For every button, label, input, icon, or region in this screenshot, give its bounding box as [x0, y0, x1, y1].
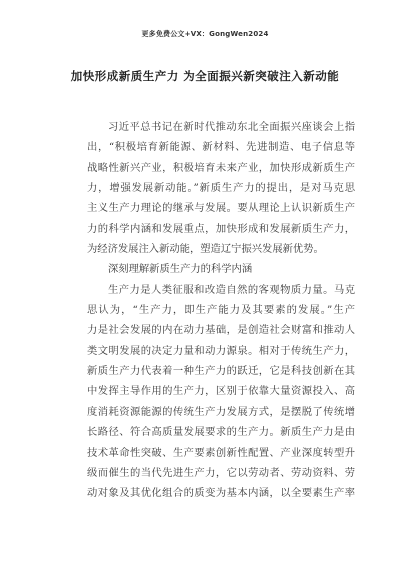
body-line: 思认为，“生产力，即生产能力及其要素的发展。”生产 [87, 304, 355, 317]
body-line: 战略性新兴产业，积极培育未来产业，加快形成新质生产 [87, 161, 355, 174]
header-note: 更多免费公文+VX：GongWen2024 [141, 30, 269, 38]
document-title: 加快形成新质生产力 为全面振兴新突破注入新动能 [70, 69, 340, 83]
body-line: 动对象及其优化组合的质变为基本内涵，以全要素生产率 [87, 487, 355, 500]
body-line: 力，增强发展新动能。”新质生产力的提出，是对马克思 [87, 182, 355, 195]
body-line: 生产力是人类征服和改造自然的客观物质力量。马克 [108, 283, 355, 296]
document-body [87, 117, 355, 504]
body-line: 为经济发展注入新动能，塑造辽宁振兴发展新优势。 [87, 243, 324, 256]
body-line: 新质生产力代表着一种生产力的跃迁，它是科技创新在其 [87, 365, 355, 378]
body-line: 度消耗资源能源的传统生产力发展方式，是摆脱了传统增 [87, 405, 355, 418]
body-line: 长路径、符合高质量发展要求的生产力。新质生产力是由 [87, 426, 355, 439]
body-line: 级而催生的当代先进生产力，它以劳动者、劳动资料、劳 [87, 466, 355, 479]
body-line: 技术革命性突破、生产要素创新性配置、产业深度转型升 [87, 446, 355, 459]
body-line: 力的科学内涵和发展重点，加快形成和发展新质生产力， [87, 222, 355, 235]
body-line: 主义生产力理论的继承与发展。要从理论上认识新质生产 [87, 202, 355, 215]
body-line: 力是社会发展的内在动力基础，是创造社会财富和推动人 [87, 324, 355, 337]
body-line: 中发挥主导作用的生产力，区别于依靠大量资源投入、高 [87, 385, 355, 398]
section-heading: 深刻理解新质生产力的科学内涵 [108, 263, 253, 276]
body-line: 出，“积极培育新能源、新材料、先进制造、电子信息等 [87, 141, 355, 154]
body-line: 习近平总书记在新时代推动东北全面振兴座谈会上指 [108, 121, 355, 133]
body-line: 类文明发展的决定力量和动力源泉。相对于传统生产力， [87, 344, 355, 357]
